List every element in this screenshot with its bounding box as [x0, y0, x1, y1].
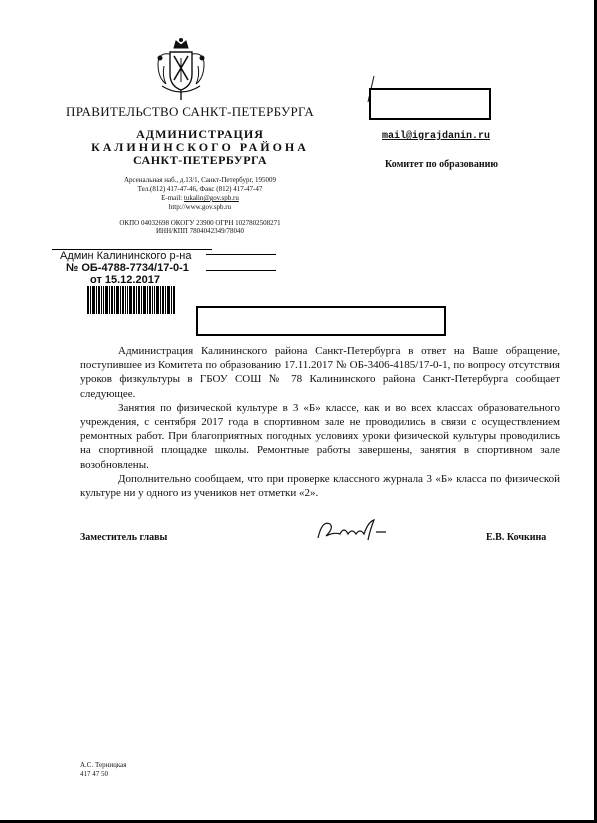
sender-codes-2: ИНН/КПП 7804042349/78040	[155, 227, 245, 235]
sender-website[interactable]: http://www.gov.spb.ru	[168, 203, 232, 211]
government-title: ПРАВИТЕЛЬСТВО САНКТ-ПЕТЕРБУРГА	[66, 104, 315, 119]
body-paragraph: Администрация Калининского района Санкт-Петербурга в ответ на Ваше обращение, поступившее из Комитета по образованию 17.11.2017 № ОБ-3406-4185/17-0-1, по вопросу отсутствия уроков физкультуры в ГБОУ СОШ № 78 Калининского района Санкт-Петербурга сообщает следующее.	[80, 345, 560, 400]
stamp-top-line	[52, 249, 212, 250]
sender-email-line	[70, 194, 330, 203]
coat-of-arms-icon	[152, 38, 210, 102]
stamp-office: Админ Калининского р-на	[60, 250, 192, 262]
body-paragraph: Дополнительно сообщаем, что при проверке классного журнала 3 «Б» класса по физической культуре ни у одного из учеников нет отметки «2».	[80, 472, 560, 500]
signatory-name: Е.В. Кочкина	[486, 532, 547, 543]
administration-line3: САНКТ-ПЕТЕРБУРГА	[132, 153, 268, 167]
stamp-number: № ОБ-4788-7734/17-0-1	[66, 262, 189, 274]
blank-line-2	[206, 270, 276, 271]
redacted-addressee	[196, 306, 446, 336]
blank-line-1	[206, 254, 276, 255]
sender-address: Арсенальная наб., д.13/1, Санкт-Петербург, 195009	[123, 176, 277, 184]
administration-line2: КАЛИНИНСКОГО РАЙОНА	[91, 140, 309, 154]
executor-name: А.С. Терницкая	[80, 761, 127, 769]
executor-phone: 417 47 50	[80, 770, 108, 778]
signatory-title: Заместитель главы	[80, 532, 168, 543]
redacted-recipient-name	[369, 88, 491, 120]
body-paragraph: Занятия по физической культуре в 3 «Б» классе, как и во всех классах образовательного учреждения, с сентября 2017 года в спортивном зале не проводились в связи с осуществлением ремонтных работ. При благоприятных погодных условиях уроки физической культуры проводились на спортивной площадке школы. Ремонтные работы завершены, занятия в спортивном зале возобновлены.	[80, 401, 560, 471]
barcode-icon	[87, 286, 177, 314]
recipient-committee: Комитет по образованию	[385, 159, 498, 170]
recipient-email[interactable]: mail@igrajdanin.ru	[382, 131, 491, 142]
sender-email-link[interactable]: tukalin@gov.spb.ru	[183, 194, 239, 202]
sender-codes-1: ОКПО 04032698 ОКОГУ 23900 ОГРН 1027802508271	[119, 219, 281, 227]
sender-phone: Тел.(812) 417-47-46, Факс (812) 417-47-47	[137, 185, 263, 193]
handwritten-signature-icon	[314, 516, 394, 544]
letter-body	[80, 344, 560, 500]
sender-email-label: E-mail:	[161, 194, 184, 202]
administration-line1: АДМИНИСТРАЦИЯ	[136, 127, 264, 141]
stamp-date: от 15.12.2017	[90, 274, 160, 286]
